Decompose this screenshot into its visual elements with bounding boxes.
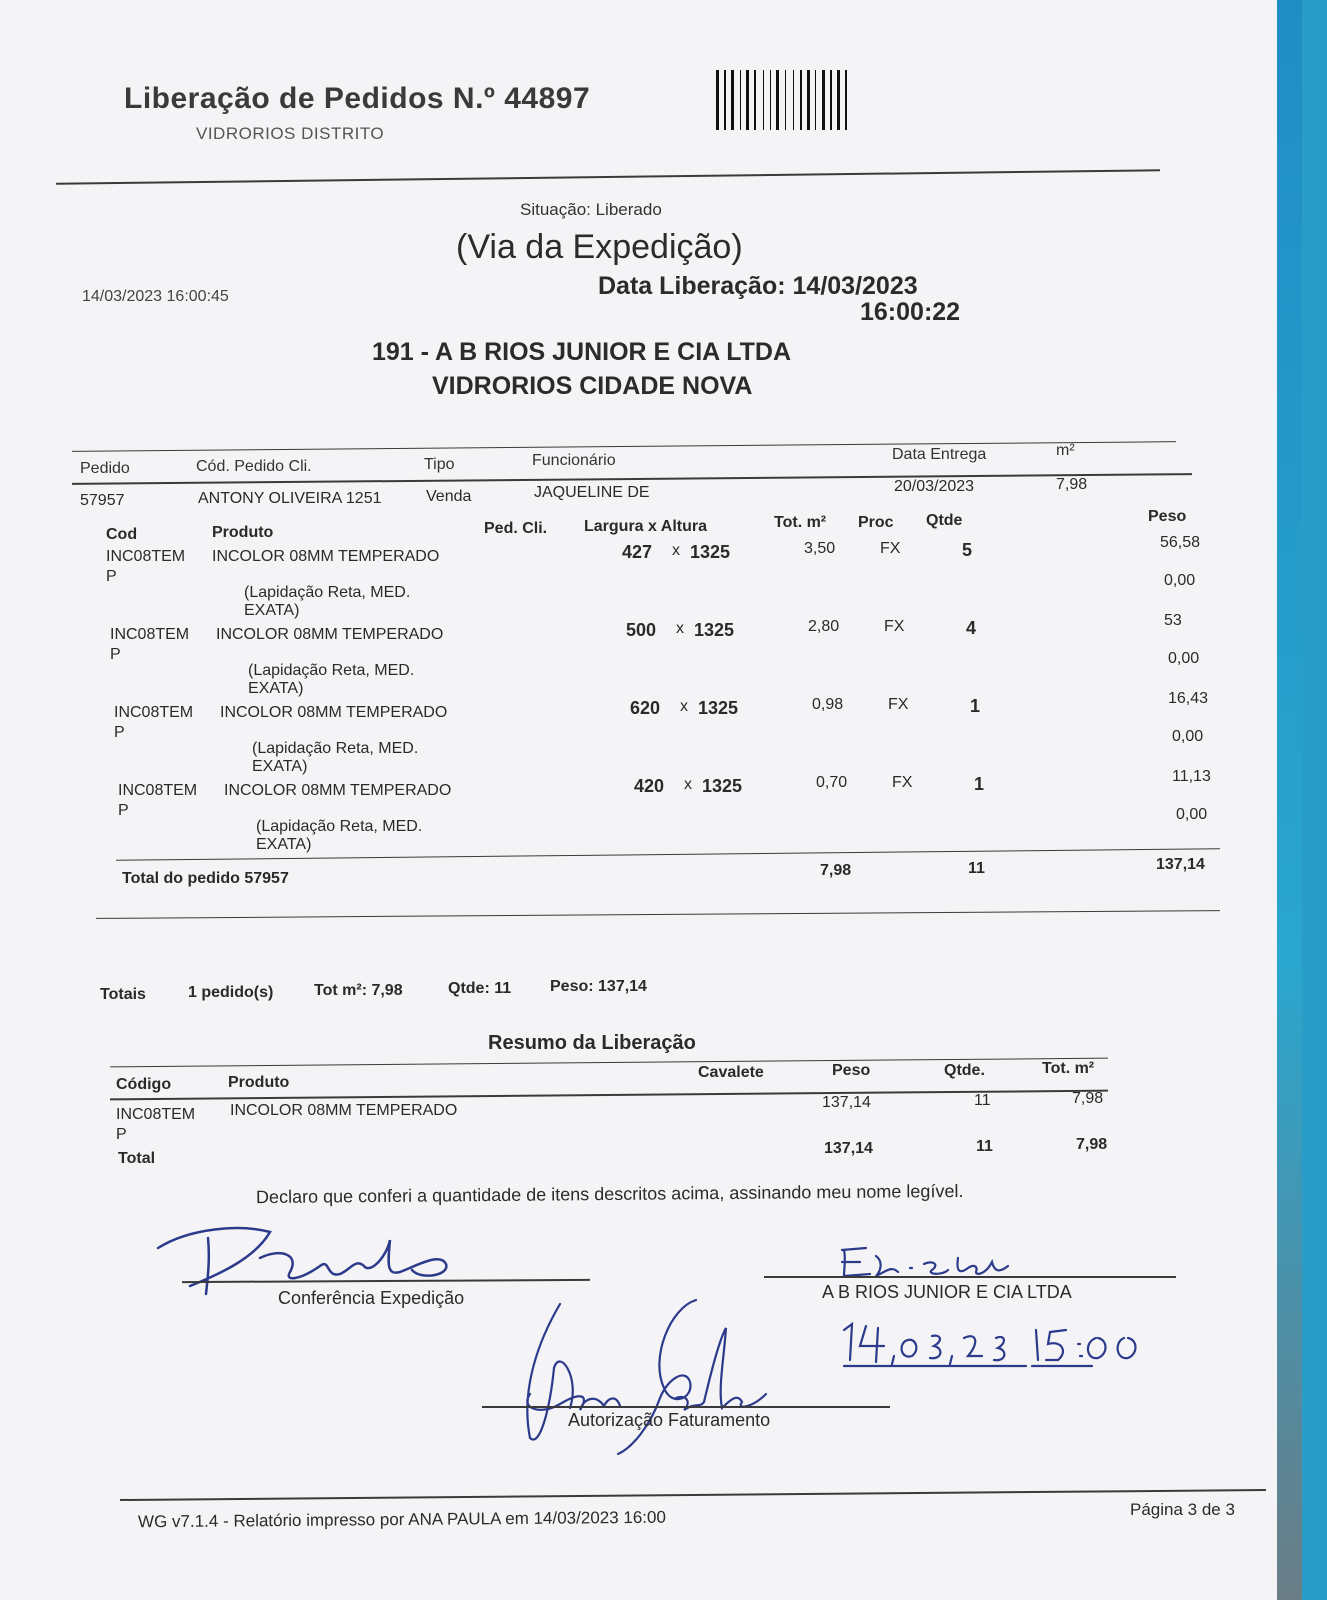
order-bottom-rule xyxy=(96,910,1220,919)
resumo-total-label: Total xyxy=(118,1150,156,1167)
item-qtde: 5 xyxy=(962,540,973,560)
company-signature xyxy=(836,1236,1016,1280)
item-cod-suffix: P xyxy=(110,646,121,663)
item-obs-2: EXATA) xyxy=(244,602,300,619)
item-cod-suffix: P xyxy=(118,802,129,819)
item-largura: 620 xyxy=(630,698,661,718)
resumo-title: Resumo da Liberação xyxy=(488,1032,696,1054)
item-produto: INCOLOR 08MM TEMPERADO xyxy=(220,704,448,721)
item-peso-2: 0,00 xyxy=(1164,572,1196,589)
item-cod-suffix: P xyxy=(106,568,117,585)
header-divider xyxy=(56,169,1160,184)
print-datetime: 14/03/2023 16:00:45 xyxy=(82,288,229,305)
client-store: VIDRORIOS CIDADE NOVA xyxy=(432,372,753,400)
item-obs: (Lapidação Reta, MED. xyxy=(248,662,415,679)
footer-printed-by: WG v7.1.4 - Relatório impresso por ANA PAULA em 14/03/2023 16:00 xyxy=(137,1507,666,1532)
item-cod: INC08TEM xyxy=(110,626,190,643)
autorizacao-signature xyxy=(500,1298,780,1458)
order-tipo: Venda xyxy=(426,488,472,505)
barcode-bar xyxy=(724,70,726,130)
order-m2: 7,98 xyxy=(1056,476,1088,493)
col-funcionario: Funcionário xyxy=(532,452,616,469)
company-line xyxy=(764,1276,1176,1278)
order-total-label: Total do pedido 57957 xyxy=(122,870,289,887)
resumo-row-tot-m2: 7,98 xyxy=(1072,1090,1104,1107)
item-tot-m2: 3,50 xyxy=(804,540,836,557)
item-tot-m2: 0,70 xyxy=(816,774,848,791)
barcode-bar xyxy=(716,70,719,130)
item-x: x xyxy=(672,542,680,559)
item-produto: INCOLOR 08MM TEMPERADO xyxy=(212,548,440,565)
resumo-col-tot-m2: Tot. m² xyxy=(1042,1060,1095,1077)
autorizacao-label: Autorização Faturamento xyxy=(568,1410,771,1430)
item-peso: 53 xyxy=(1164,612,1182,629)
item-peso: 56,58 xyxy=(1160,534,1201,551)
item-qtde: 1 xyxy=(970,696,981,716)
totais-label: Totais xyxy=(100,986,146,1003)
barcode-bar xyxy=(822,70,825,130)
item-qtde: 4 xyxy=(966,618,977,638)
item-altura: 1325 xyxy=(694,620,735,640)
resumo-col-cavalete: Cavalete xyxy=(698,1064,764,1081)
resumo-col-produto: Produto xyxy=(228,1074,290,1091)
conferencia-label: Conferência Expedição xyxy=(278,1288,465,1308)
item-tot-m2: 0,98 xyxy=(812,696,844,713)
resumo-row-cod: INC08TEM xyxy=(116,1106,196,1123)
footer-rule xyxy=(120,1489,1266,1501)
company-subtitle: VIDRORIOS DISTRITO xyxy=(196,124,385,143)
col-m2: m² xyxy=(1056,442,1075,459)
order-total-qtde: 11 xyxy=(968,860,985,877)
resumo-col-peso: Peso xyxy=(832,1062,871,1079)
item-produto: INCOLOR 08MM TEMPERADO xyxy=(224,782,452,799)
item-cod: INC08TEM xyxy=(118,782,198,799)
item-altura: 1325 xyxy=(702,776,743,796)
barcode-bar xyxy=(746,70,749,130)
company-label: A B RIOS JUNIOR E CIA LTDA xyxy=(822,1282,1072,1302)
item-obs-2: EXATA) xyxy=(248,680,304,697)
barcode-bar xyxy=(740,70,741,130)
barcode-bar xyxy=(785,70,786,130)
barcode-bar xyxy=(807,70,810,130)
item-obs: (Lapidação Reta, MED. xyxy=(252,740,419,757)
items-col-tot-m2: Tot. m² xyxy=(774,514,827,531)
order-client: ANTONY OLIVEIRA 1251 xyxy=(198,490,382,507)
barcode-bar xyxy=(793,70,794,130)
col-data-entrega: Data Entrega xyxy=(892,446,987,463)
resumo-total-peso: 137,14 xyxy=(824,1140,873,1157)
resumo-row-cod-2: P xyxy=(116,1126,127,1143)
resumo-total-qtde: 11 xyxy=(976,1138,993,1155)
declaration-text: Declaro que conferi a quantidade de itens descritos acima, assinando meu nome legível. xyxy=(255,1180,964,1208)
totais-peso: Peso: 137,14 xyxy=(550,978,647,995)
item-cod: INC08TEM xyxy=(114,704,194,721)
items-col-produto: Produto xyxy=(212,524,274,541)
item-tot-m2: 2,80 xyxy=(808,618,840,635)
item-altura: 1325 xyxy=(690,542,731,562)
order-total-m2: 7,98 xyxy=(820,862,852,879)
resumo-row-produto: INCOLOR 08MM TEMPERADO xyxy=(230,1102,458,1119)
item-proc: FX xyxy=(888,696,909,713)
barcode-bar xyxy=(837,70,840,130)
resumo-col-qtde: Qtde. xyxy=(944,1062,985,1079)
col-cod-pedido-cli: Cód. Pedido Cli. xyxy=(196,458,312,475)
order-number: 57957 xyxy=(80,492,125,509)
resumo-row-qtde: 11 xyxy=(974,1092,991,1109)
item-proc: FX xyxy=(884,618,905,635)
situacao-label: Situação: Liberado xyxy=(520,200,662,219)
item-x: x xyxy=(676,620,684,637)
background-edge xyxy=(1277,0,1302,1600)
order-funcionario: JAQUELINE DE xyxy=(534,484,650,501)
item-qtde: 1 xyxy=(974,774,985,794)
item-peso: 11,13 xyxy=(1172,768,1211,785)
handwritten-date xyxy=(836,1316,1176,1376)
client-name: 191 - A B RIOS JUNIOR E CIA LTDA xyxy=(372,338,792,366)
barcode-bar xyxy=(763,70,764,130)
data-liberacao: Data Liberação: 14/03/2023 xyxy=(598,272,918,300)
item-peso-2: 0,00 xyxy=(1168,650,1200,667)
footer-page: Página 3 de 3 xyxy=(1130,1500,1235,1519)
items-col-largura-altura: Largura x Altura xyxy=(584,518,707,535)
resumo-total-tot-m2: 7,98 xyxy=(1076,1136,1108,1153)
barcode-bar xyxy=(815,70,816,130)
barcode-bar xyxy=(731,70,734,130)
barcode-bar xyxy=(830,70,832,130)
items-col-ped-cli: Ped. Cli. xyxy=(484,520,548,537)
item-x: x xyxy=(680,698,688,715)
item-obs-2: EXATA) xyxy=(252,758,308,775)
item-largura: 427 xyxy=(622,542,653,562)
item-obs: (Lapidação Reta, MED. xyxy=(256,818,423,835)
items-col-peso: Peso xyxy=(1148,508,1187,525)
conferencia-signature xyxy=(150,1218,470,1298)
barcode-bar xyxy=(845,70,847,130)
totais-pedidos: 1 pedido(s) xyxy=(188,984,274,1001)
col-pedido: Pedido xyxy=(80,460,130,477)
data-liberacao-time: 16:00:22 xyxy=(860,298,961,326)
item-proc: FX xyxy=(880,540,901,557)
item-largura: 420 xyxy=(634,776,665,796)
order-data-entrega: 20/03/2023 xyxy=(894,478,975,495)
item-peso-2: 0,00 xyxy=(1172,728,1204,745)
totais-tot-m2: Tot m²: 7,98 xyxy=(314,982,403,999)
item-cod: INC08TEM xyxy=(106,548,186,565)
item-largura: 500 xyxy=(626,620,657,640)
order-top-rule xyxy=(72,441,1176,452)
barcode-bar xyxy=(776,70,779,130)
barcode-bar xyxy=(800,70,802,130)
item-proc: FX xyxy=(892,774,913,791)
barcode xyxy=(716,70,914,130)
item-peso-2: 0,00 xyxy=(1176,806,1208,823)
items-col-proc: Proc xyxy=(858,514,894,531)
totais-qtde: Qtde: 11 xyxy=(448,980,512,997)
barcode-bar xyxy=(770,70,771,130)
document-title: Liberação de Pedidos N.º 44897 xyxy=(124,82,591,115)
resumo-row-peso: 137,14 xyxy=(822,1094,871,1111)
col-tipo: Tipo xyxy=(424,456,455,473)
barcode-bar xyxy=(754,70,756,130)
item-x: x xyxy=(684,776,692,793)
resumo-col-codigo: Código xyxy=(116,1076,172,1093)
order-total-peso: 137,14 xyxy=(1156,856,1205,873)
item-altura: 1325 xyxy=(698,698,739,718)
item-obs: (Lapidação Reta, MED. xyxy=(244,584,411,601)
item-peso: 16,43 xyxy=(1168,690,1209,707)
item-cod-suffix: P xyxy=(114,724,125,741)
items-col-cod: Cod xyxy=(106,526,138,543)
item-produto: INCOLOR 08MM TEMPERADO xyxy=(216,626,444,643)
autorizacao-line xyxy=(482,1406,890,1408)
items-col-qtde: Qtde xyxy=(926,512,963,529)
via-label: (Via da Expedição) xyxy=(456,228,743,266)
item-obs-2: EXATA) xyxy=(256,836,312,853)
